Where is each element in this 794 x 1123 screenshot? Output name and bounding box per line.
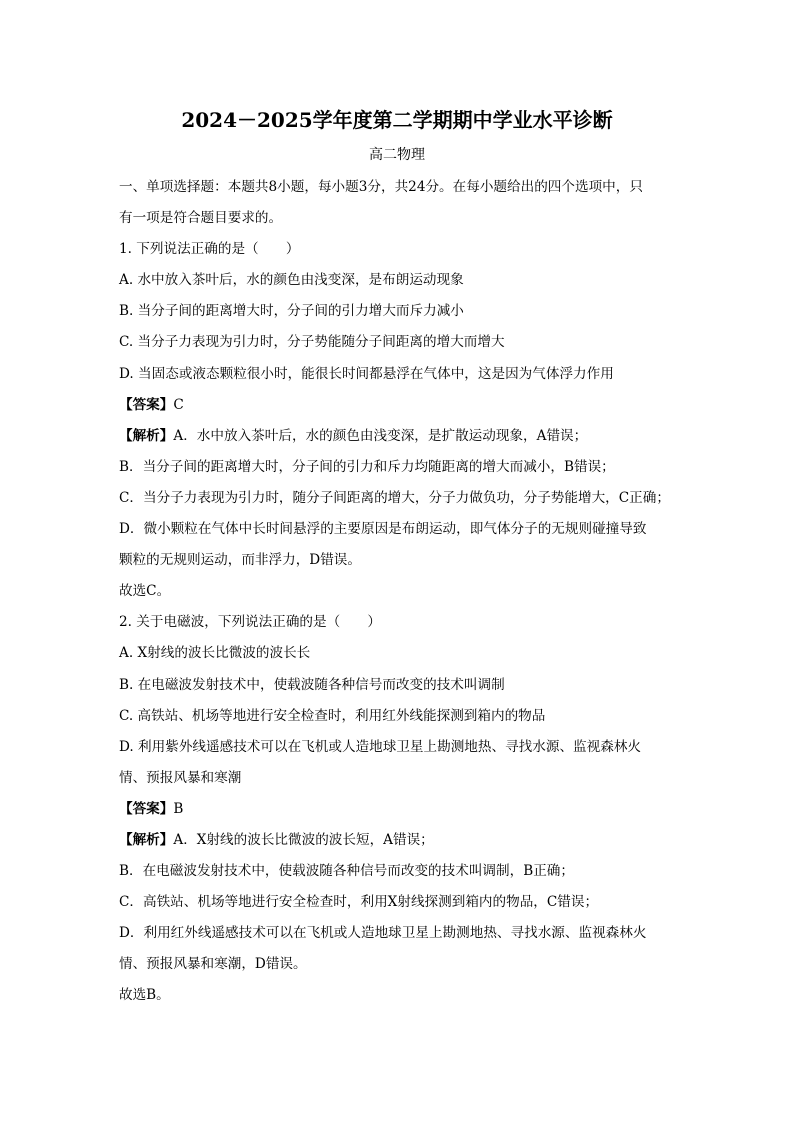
- question-1-analysis-line: [119, 421, 679, 452]
- document-subtitle: 高二物理: [369, 147, 425, 163]
- section-heading-continued: 有一项是符合题目要求的。: [119, 210, 283, 227]
- question-2-option-a: A. X射线的波长比微波的波长长: [119, 645, 311, 662]
- question-2-analysis-line: 情、预报风暴和寒潮，D错误。: [119, 956, 307, 973]
- question-2-analysis-line: C．高铁站、机场等地进行安全检查时，利用X射线探测到箱内的物品，C错误；: [119, 894, 599, 911]
- question-2-option-b: B. 在电磁波发射技术中，使载波随各种信号而改变的技术叫调制: [119, 676, 505, 693]
- question-2-option-d: D. 利用紫外线遥感技术可以在飞机或人造地球卫星上勘测地热、寻找水源、监视森林火: [119, 738, 642, 755]
- question-2-analysis-line: B．在电磁波发射技术中，使载波随各种信号而改变的技术叫调制，B正确；: [119, 863, 574, 880]
- question-1-option-a: A. 水中放入茶叶后，水的颜色由浅变深，是布朗运动现象: [119, 272, 464, 289]
- answer-value: B: [173, 800, 184, 817]
- question-1-answer: [119, 390, 679, 421]
- question-1-option-c: C. 当分子力表现为引力时，分子势能随分子间距离的增大而增大: [119, 334, 505, 351]
- question-1-analysis-line: B．当分子间的距离增大时，分子间的引力和斥力均随距离的增大而减小，B错误；: [119, 458, 615, 475]
- answer-label: 【答案】: [119, 800, 174, 817]
- document-body: [119, 172, 679, 1012]
- analysis-label: 【解析】: [119, 427, 174, 444]
- answer-value: C: [173, 396, 184, 413]
- question-1-analysis-line: C．当分子力表现为引力时，随分子间距离的增大，分子力做负功，分子势能增大，C正确；: [119, 489, 670, 506]
- question-1-analysis-line: 颗粒的无规则运动，而非浮力，D错误。: [119, 552, 361, 569]
- question-2-answer: [119, 794, 679, 825]
- question-1-conclusion: 故选C。: [119, 583, 171, 600]
- document-title: 2024－2025学年度第二学期期中学业水平诊断: [181, 108, 613, 132]
- section-heading: 一、单项选择题：本题共8小题，每小题3分，共24分。在每小题给出的四个选项中，只: [119, 179, 643, 195]
- question-2-stem: 2. 关于电磁波，下列说法正确的是（ ）: [119, 614, 381, 631]
- question-2-analysis-line: D．利用红外线遥感技术可以在飞机或人造地球卫星上勘测地热、寻找水源、监视森林火: [119, 925, 647, 942]
- answer-label: 【答案】: [119, 396, 174, 413]
- question-1-stem: 1. 下列说法正确的是（ ）: [119, 241, 300, 258]
- analysis-label: 【解析】: [119, 831, 174, 848]
- analysis-text: A．水中放入茶叶后，水的颜色由浅变深，是扩散运动现象，A错误；: [173, 427, 588, 444]
- question-1-option-b: B. 当分子间的距离增大时，分子间的引力增大而斥力减小: [119, 303, 464, 320]
- question-1-analysis-line: D．微小颗粒在气体中长时间悬浮的主要原因是布朗运动，即气体分子的无规则碰撞导致: [119, 521, 647, 538]
- question-2-analysis-line: [119, 825, 679, 856]
- question-2-option-d-continued: 情、预报风暴和寒潮: [119, 769, 242, 786]
- question-1-option-d: D. 当固态或液态颗粒很小时，能很长时间都悬浮在气体中，这是因为气体浮力作用: [119, 365, 614, 382]
- question-2-conclusion: 故选B。: [119, 987, 170, 1004]
- analysis-text: A．X射线的波长比微波的波长短，A错误；: [173, 831, 434, 848]
- question-2-option-c: C. 高铁站、机场等地进行安全检查时，利用红外线能探测到箱内的物品: [119, 707, 546, 724]
